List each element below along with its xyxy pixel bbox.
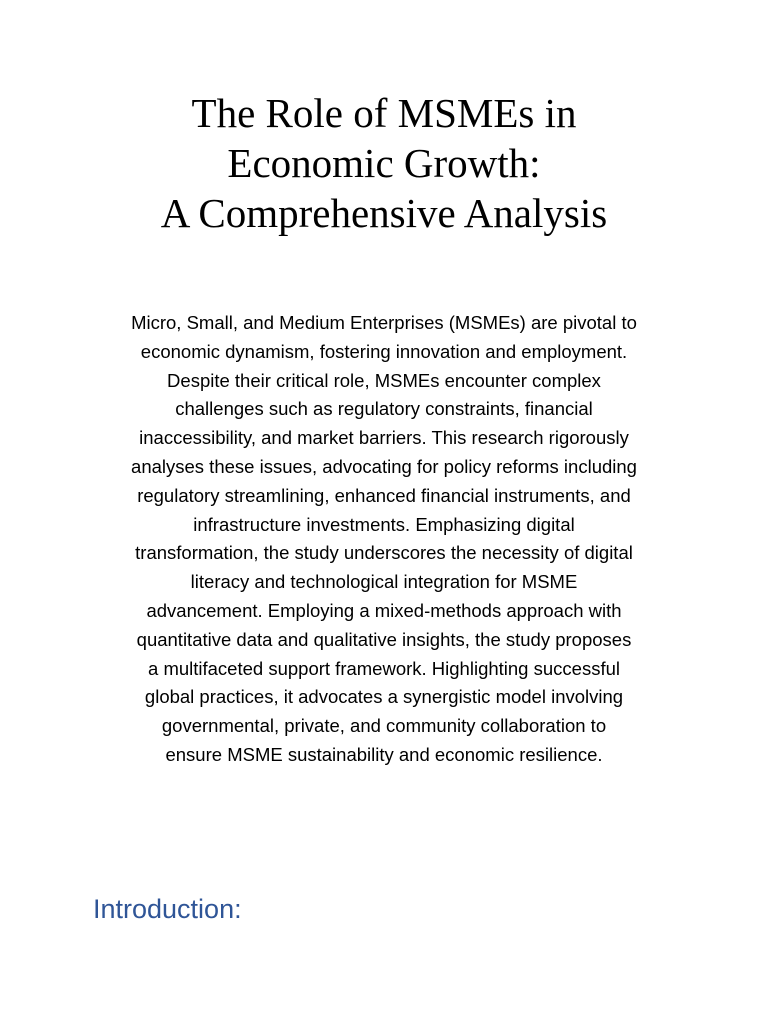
document-title (60, 88, 708, 238)
abstract-line: inaccessibility, and market barriers. This research rigorously (139, 427, 629, 449)
abstract-paragraph (60, 309, 708, 770)
abstract-line: infrastructure investments. Emphasizing digital (193, 513, 575, 535)
abstract-line: global practices, it advocates a synergistic model involving (144, 686, 624, 708)
abstract-line: economic dynamism, fostering innovation and employment. (140, 340, 628, 362)
abstract-line: quantitative data and qualitative insights, the study proposes (136, 628, 632, 650)
title-line: The Role of MSMEs in (191, 90, 577, 136)
abstract-line: ensure MSME sustainability and economic resilience. (165, 743, 603, 765)
abstract-line: literacy and technological integration for MSME (190, 571, 578, 593)
abstract-line: analyses these issues, advocating for policy reforms including (131, 455, 637, 477)
abstract-line: Despite their critical role, MSMEs encounter complex (167, 369, 601, 391)
abstract-line: transformation, the study underscores the necessity of digital (135, 542, 633, 564)
title-line: A Comprehensive Analysis (160, 190, 608, 236)
abstract-line: advancement. Employing a mixed-methods approach with (146, 599, 622, 621)
abstract-line: regulatory streamlining, enhanced financial instruments, and (137, 484, 631, 506)
abstract-line: a multifaceted support framework. Highlighting successful (148, 657, 620, 679)
title-line: Economic Growth: (227, 140, 541, 186)
abstract-line: Micro, Small, and Medium Enterprises (MSMEs) are pivotal to (131, 312, 637, 333)
section-heading-introduction: Introduction: (93, 894, 242, 924)
abstract-line: challenges such as regulatory constraints, financial (175, 398, 593, 420)
abstract-line: governmental, private, and community collaboration to (161, 715, 607, 737)
